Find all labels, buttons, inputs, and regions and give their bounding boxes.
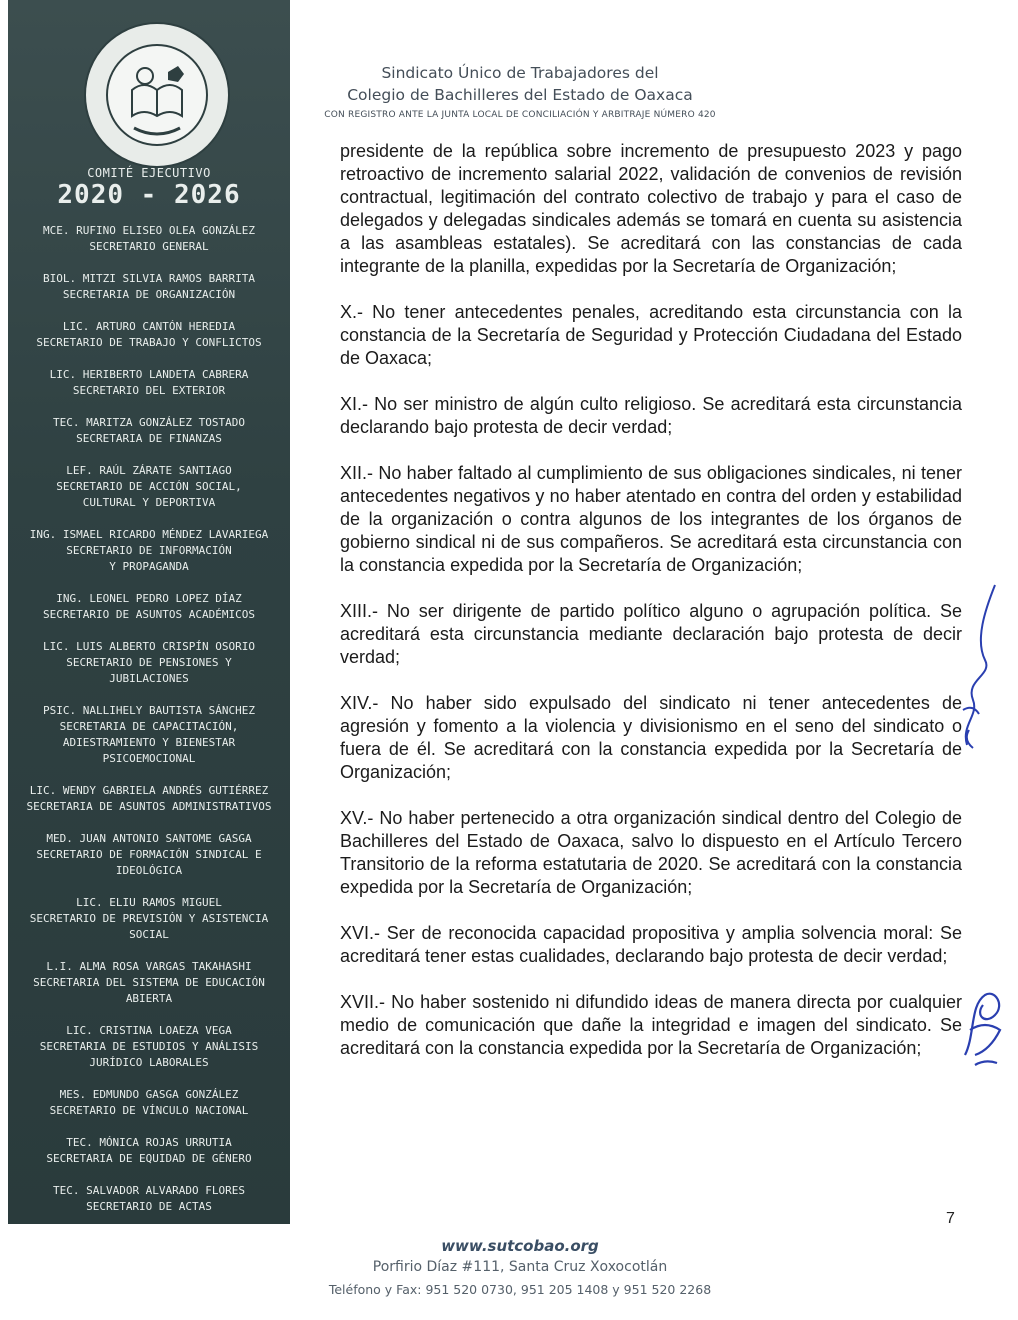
committee-member: LIC. HERIBERTO LANDETA CABRERA SECRETARIO DEL EXTERIOR [49, 368, 249, 397]
committee-member: LIC. ELIU RAMOS MIGUEL SECRETARIO DE PREVISIÓN Y ASISTENCIA SOCIAL [29, 896, 269, 941]
committee-label: COMITÉ EJECUTIVO [87, 166, 211, 180]
paragraph: XI.- No ser ministro de algún culto religioso. Se acreditará esta circunstancia declarando bajo protesta de decir verdad; [340, 394, 962, 437]
paragraph: XV.- No haber pertenecido a otra organización sindical dentro del Colegio de Bachilleres del Estado de Oaxaca, salvo lo dispuesto en el Artículo Tercero Transitorio de la reforma estatutaria de 2020. Se acreditará con la constancia expedida por la Secretaría de Organización; [340, 808, 962, 897]
committee-member: ING. LEONEL PEDRO LOPEZ DÍAZ SECRETARIO DE ASUNTOS ACADÉMICOS [43, 592, 255, 621]
committee-member: TEC. MARITZA GONZÁLEZ TOSTADO SECRETARIA DE FINANZAS [52, 416, 246, 445]
handwritten-signature-1 [955, 580, 1005, 760]
address: Porfirio Díaz #111, Santa Cruz Xoxocotlán [372, 1259, 668, 1275]
committee-member: PSIC. NALLIHELY BAUTISTA SÁNCHEZ SECRETARIA DE CAPACITACIÓN, ADIESTRAMIENTO Y BIENESTAR PSICOEMOCIONAL [43, 704, 255, 765]
website-link[interactable]: www.sutcobao.org [441, 1237, 599, 1255]
union-name-line-2: Colegio de Bachilleres del Estado de Oaxaca [347, 86, 693, 104]
executive-committee-sidebar [8, 0, 290, 1224]
committee-years: 2020 - 2026 [57, 180, 241, 210]
committee-member: LIC. LUIS ALBERTO CRISPÍN OSORIO SECRETARIO DE PENSIONES Y JUBILACIONES [43, 640, 255, 685]
committee-member: MED. JUAN ANTONIO SANTOME GASGA SECRETARIO DE FORMACIÓN SINDICAL E IDEOLÓGICA [36, 832, 262, 877]
paragraph: presidente de la república sobre incremento de presupuesto 2023 y pago retroactivo de incremento salarial 2022, validación de convenios de revisión contractual, legitimación del contrato colectivo de trabajo y para el caso de delegados y delegadas sindicales además se tomará en cuenta su asistencia a las asambleas estatales). Se acreditará con las constancias de cada integrante de la planilla, expedidas por la Secretaría de Organización; [340, 141, 962, 276]
paragraph: XIV.- No haber sido expulsado del sindicato ni tener antecedentes de agresión y fomento a la violencia y divisionismo en el seno del sindicato o fuera de él. Se acreditará con la constancia expedida por la Secretaría de Organización; [340, 693, 962, 782]
document-body [340, 140, 962, 1083]
committee-member: MCE. RUFINO ELISEO OLEA GONZÁLEZ SECRETARIO GENERAL [43, 224, 255, 253]
page-number: 7 [946, 1210, 955, 1227]
committee-member: BIOL. MITZI SILVIA RAMOS BARRITA SECRETARIA DE ORGANIZACIÓN [43, 272, 255, 301]
committee-member: MES. EDMUNDO GASGA GONZÁLEZ SECRETARIO DE VÍNCULO NACIONAL [49, 1088, 249, 1117]
paragraph: XVII.- No haber sostenido ni difundido ideas de manera directa por cualquier medio de comunicación que dañe la integridad e imagen del sindicato. Se acreditará con la constancia expedida por la Secretaría de Organización; [340, 992, 962, 1058]
union-name-line-1: Sindicato Único de Trabajadores del [381, 64, 659, 82]
paragraph: XVI.- Ser de reconocida capacidad propositiva y amplia solvencia moral: Se acreditará tener estas cualidades, declarando bajo protesta de decir verdad; [340, 923, 962, 966]
committee-member: LIC. CRISTINA LOAEZA VEGA SECRETARIA DE ESTUDIOS Y ANÁLISIS JURÍDICO LABORALES [39, 1024, 259, 1069]
handwritten-signature-2 [955, 975, 1010, 1075]
committee-member: LIC. ARTURO CANTÓN HEREDIA SECRETARIO DE TRABAJO Y CONFLICTOS [36, 320, 262, 349]
letterhead [300, 62, 740, 122]
committee-member: LIC. WENDY GABRIELA ANDRÉS GUTIÉRREZ SECRETARIA DE ASUNTOS ADMINISTRATIVOS [26, 784, 272, 813]
committee-member: TEC. SALVADOR ALVARADO FLORES SECRETARIO DE ACTAS [52, 1184, 246, 1213]
committee-member-list [8, 223, 290, 1231]
committee-member: TEC. MÓNICA ROJAS URRUTIA SECRETARIA DE EQUIDAD DE GÉNERO [46, 1136, 252, 1165]
paragraph: XII.- No haber faltado al cumplimiento de sus obligaciones sindicales, ni tener antecedentes negativos y no haber atentado en contra del orden y estabilidad de la organización o contra algunos de los integrantes de los órganos de gobierno sindical ni de sus compañeros. Se acreditará esta circunstancia con la constancia expedida por la Secretaría de Organización; [340, 463, 962, 575]
registration-line: CON REGISTRO ANTE LA JUNTA LOCAL DE CONCILIACIÓN Y ARBITRAJE NÚMERO 420 [324, 110, 716, 120]
paragraph: XIII.- No ser dirigente de partido político alguno o agrupación política. Se acreditará esta circunstancia mediante declaración bajo protesta de decir verdad; [340, 601, 962, 667]
sutcobao-seal-logo [82, 20, 232, 170]
committee-member: LEF. RAÚL ZÁRATE SANTIAGO SECRETARIO DE ACCIÓN SOCIAL, CULTURAL Y DEPORTIVA [56, 464, 242, 509]
paragraph: X.- No tener antecedentes penales, acreditando esta circunstancia con la constancia de la Secretaría de Seguridad y Protección Ciudadana del Estado de Oaxaca; [340, 302, 962, 368]
committee-member: ING. ISMAEL RICARDO MÉNDEZ LAVARIEGA SECRETARIO DE INFORMACIÓN Y PROPAGANDA [29, 528, 269, 573]
footer [300, 1236, 740, 1301]
phone-numbers: Teléfono y Fax: 951 520 0730, 951 205 1408 y 951 520 2268 [328, 1282, 712, 1297]
committee-member: L.I. ALMA ROSA VARGAS TAKAHASHI SECRETARIA DEL SISTEMA DE EDUCACIÓN ABIERTA [33, 960, 265, 1005]
